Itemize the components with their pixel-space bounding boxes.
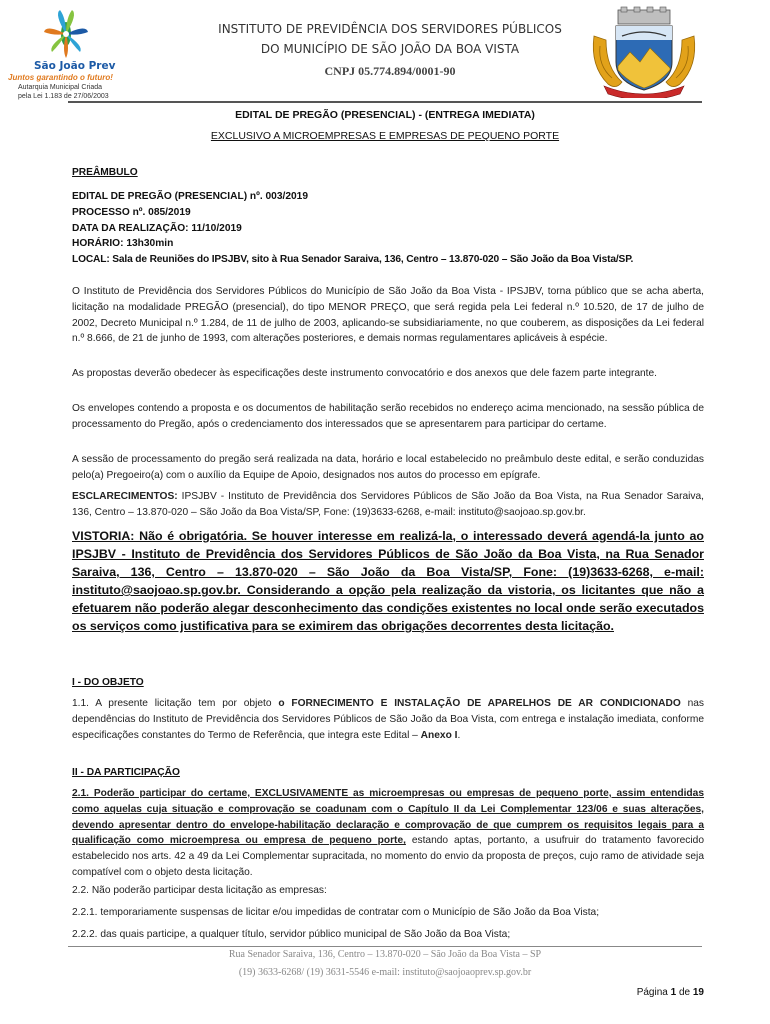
paragraph-clarifications [72,489,704,521]
paragraph-vistoria: VISTORIA: Não é obrigatória. Se houver interesse em realizá-la, o interessado deverá agendá-la junto ao IPSJBV - Instituto de Previdência dos Servidores Públicos de São João da Boa Vista, na Rua Senador Saraiva, 136, Centro – 13.870-020 – São João da Boa Vista/SP, Fone: (19)3633-6268, e-mail: instituto@saojoao.sp.gov.br. Considerando a opção pela realização da vistoria, os licitantes que não a efetuarem não poderão alegar desconhecimento das condições existentes no local onde serão executados os serviços como justificativa para se eximirem das obrigações decorrentes desta licitação. [72,529,704,633]
page-number [637,987,704,998]
paragraph-intro: O Instituto de Previdência dos Servidores Públicos do Município de São João da Boa Vista - IPSJBV, torna público que se acha aberta, licitação na modalidade PREGÃO (presencial), do tipo MENOR PREÇO, que será regida pela Lei federal n.º 10.520, de 17 de julho de 2002, Decreto Municipal n.º 1.284, de 11 de julho de 2003, aplicando-se subsidiariamente, no que couberem, as disposições da Lei federal n.º 8.666, de 21 de junho de 1993, com alterações posteriores, e demais normas regulamentares aplicáveis à espécie. [72,286,704,345]
footer-contact: (19) 3633-6268/ (19) 3631-5546 e-mail: instituto@saojoaoprev.sp.gov.br [238,967,532,978]
logo-slogan: Juntos garantindo o futuro! [8,73,113,82]
page-current: 1 [670,987,677,998]
process-number: PROCESSO nº. 085/2019 [72,206,191,218]
institution-subtitle: DO MUNICÍPIO DE SÃO JOÃO DA BOA VISTA [260,42,520,56]
paragraph-proposals: As propostas deverão obedecer às especificações deste instrumento convocatório e dos anexos que dele fazem parte integrante. [72,368,658,379]
session-location [72,252,704,268]
edital-number: EDITAL DE PREGÃO (PRESENCIAL) nº. 003/2019 [72,191,309,202]
section-objeto [72,677,704,688]
objeto-post: nas dependências do Instituto de Previdência dos Servidores Públicos de São João da Boa Vista, com entrega e instalação imediata, conforme especificações constantes do Termo de Referência, que integra este Edital – [72,698,704,741]
page-label: Página [636,987,668,998]
logo-law: pela Lei 1.183 de 27/06/2003 [18,93,109,100]
cnpj: CNPJ 05.774.894/0001-90 [324,64,456,78]
location-value: Sala de Reuniões do IPSJBV, sito à Rua Senador Saraiva, 136, Centro – 13.870-020 – São João da Boa Vista/SP. [109,254,634,266]
logo-subtitle: Autarquia Municipal Criada [18,84,103,91]
p21-rest: estando aptas, portanto, a usufruir do tratamento favorecido estabelecido nos arts. 42 a 49 da Lei Complementar supracitada, no momento do envio da proposta de preços, cujo ramo de atividade seja compatível com o objeto desta licitação. [72,835,704,878]
objeto-title: I - DO OBJETO [72,677,144,688]
sao-joao-prev-logo [8,8,128,100]
city-crest-icon [588,6,700,98]
session-time: HORÁRIO: 13h30min [72,238,174,250]
section-participacao [72,767,704,778]
paragraph-2-2-1: 2.2.1. temporariamente suspensas de licitar e/ou impedidas de contratar com o Município de São João da Boa Vista; [72,907,600,918]
header-divider [68,101,702,103]
participacao-title: II - DA PARTICIPAÇÃO [72,767,180,778]
location-label: LOCAL: [72,254,110,266]
paragraph-session: A sessão de processamento do pregão será realizada na data, horário e local estabelecido no preâmbulo deste edital, e serão conduzidas pelo(a) Pregoeiro(a) com o auxílio da Equipe de Apoio, designados nos autos do processo em epígrafe. [72,454,704,481]
p21-bold: 2.1. Poderão participar do certame, EXCLUSIVAMENTE as microempresas ou empresas de pequeno porte, assim entendidas como aquelas cuja situação e comprovação se coadunam com o Capítulo II da Lei Complementar 123/06 e suas alterações, devendo apresentar dentro do envelope-habilitação declaração e comprovação de que cumprem os requisitos legais para a qualificação como microempresa ou empresa de pequeno porte, [72,788,704,847]
paragraph-objeto [72,696,704,743]
institution-title: INSTITUTO DE PREVIDÊNCIA DOS SERVIDORES PÚBLICOS [218,22,562,36]
edital-subheading: EXCLUSIVO A MICROEMPRESAS E EMPRESAS DE PEQUENO PORTE [210,130,560,142]
preamble-details [72,189,704,268]
paragraph-2-1 [72,786,704,881]
preamble-section [72,167,704,178]
flower-logo-icon [36,8,96,60]
page-total: 19 [692,987,704,998]
footer-divider [68,946,702,947]
paragraph-2-2-2: 2.2.2. das quais participe, a qualquer título, servidor público municipal de São João da Boa Vista; [72,929,511,940]
objeto-end: . [457,729,461,741]
clarifications-label: ESCLARECIMENTOS: [72,491,178,502]
realization-date: DATA DA REALIZAÇÃO: 11/10/2019 [72,222,242,234]
page-of: de [678,987,691,998]
edital-heading: EDITAL DE PREGÃO (PRESENCIAL) - (ENTREGA IMEDIATA) [235,109,535,121]
objeto-anexo: Anexo I [420,729,458,741]
preamble-title: PREÂMBULO [72,167,138,178]
page-header [0,0,770,104]
objeto-pre: 1.1. A presente licitação tem por objeto [72,698,279,709]
objeto-bold: o FORNECIMENTO E INSTALAÇÃO DE APARELHOS DE AR CONDICIONADO [278,698,681,709]
clarifications-text: IPSJBV - Instituto de Previdência dos Servidores Públicos de São João da Boa Vista, na Rua Senador Saraiva, 136, Centro – 13.870-020 – São João da Boa Vista/SP, Fone: (19)3633-6268, e-mail: instituto@saojoao.sp.gov.br. [72,491,704,518]
paragraph-2-2: 2.2. Não poderão participar desta licitação as empresas: [72,885,327,896]
footer-address: Rua Senador Saraiva, 136, Centro – 13.870-020 – São João da Boa Vista – SP [228,949,542,960]
paragraph-envelopes: Os envelopes contendo a proposta e os documentos de habilitação serão recebidos no endereço acima mencionado, na sessão pública de processamento do Pregão, após o credenciamento dos interessados que se apresentarem para participar do certame. [72,403,704,430]
logo-name: São João Prev [34,60,116,72]
